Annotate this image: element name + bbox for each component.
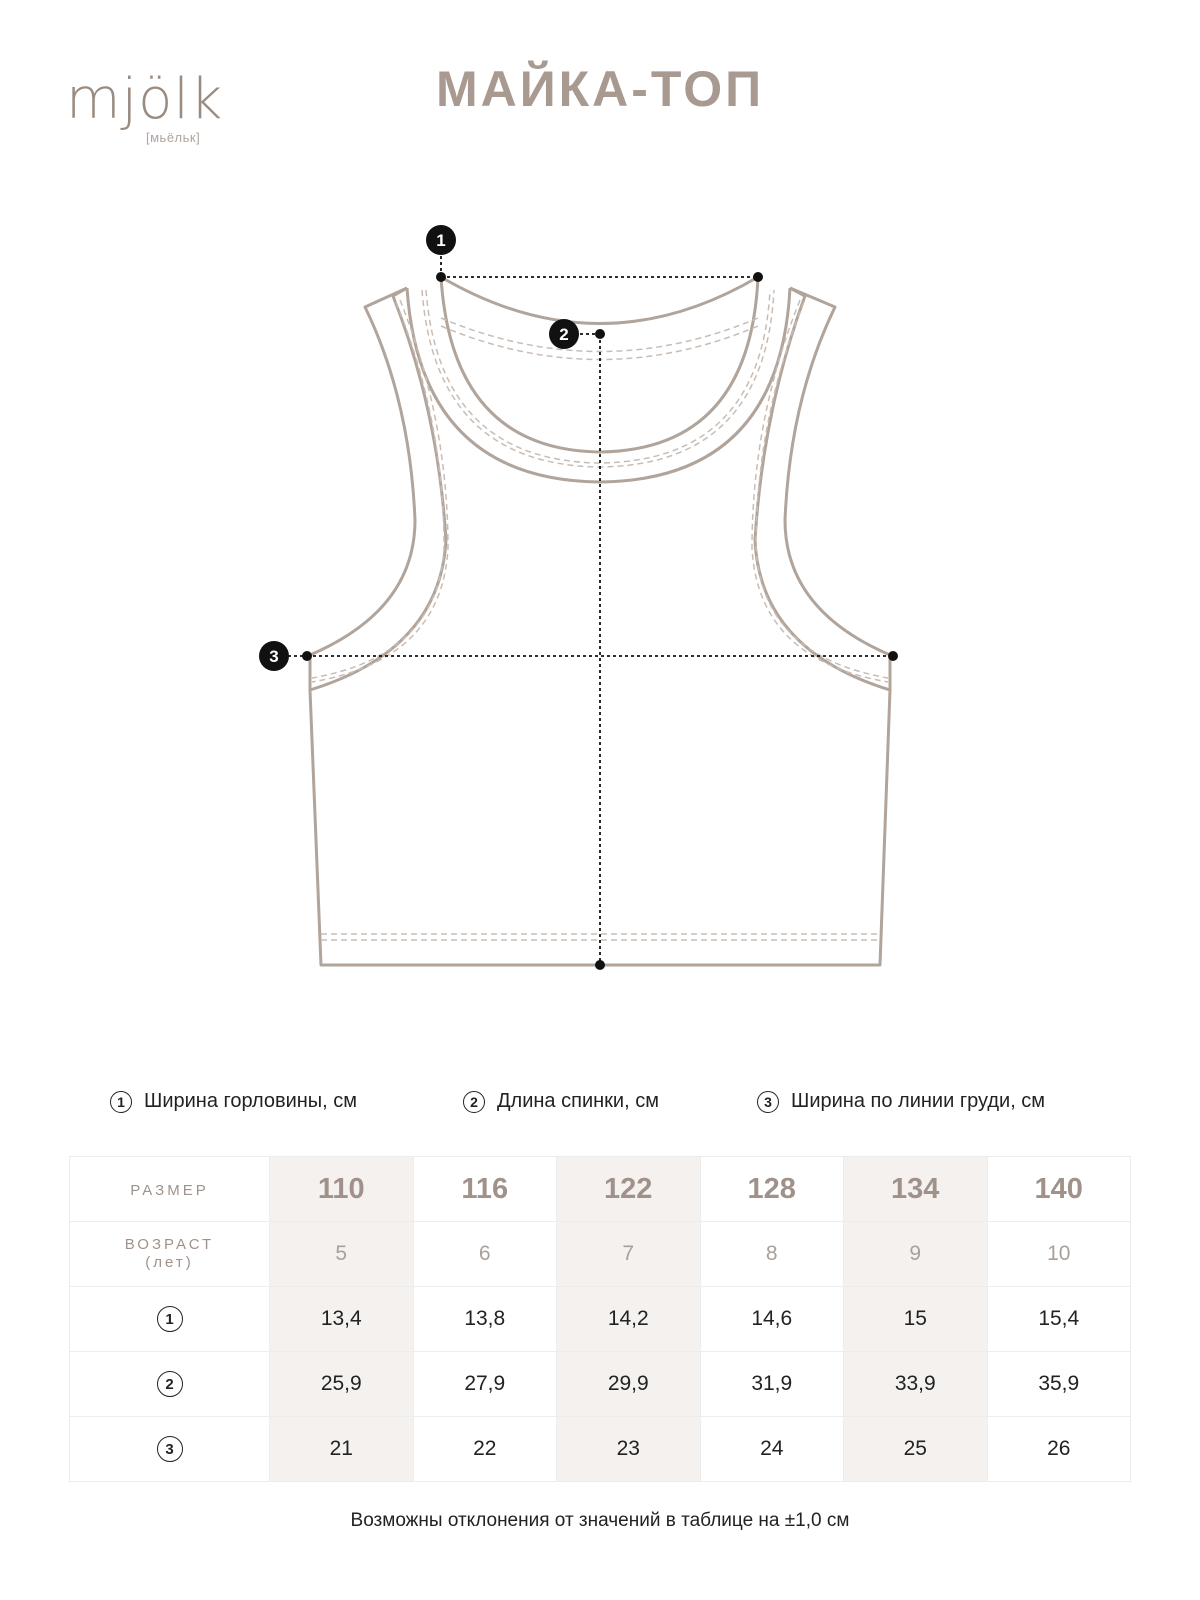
- legend-item-chest-width: [757, 1090, 1045, 1113]
- measure-cell: 24: [700, 1417, 844, 1482]
- age-header-label: ВОЗРАСТ: [124, 1236, 215, 1253]
- measure-cell: 26: [987, 1417, 1131, 1482]
- size-row: [70, 1157, 1131, 1222]
- size-value: 122: [604, 1172, 653, 1205]
- marker-2-label: 2: [559, 325, 569, 344]
- measure-cell: 13,8: [413, 1287, 557, 1352]
- age-value: 10: [1047, 1242, 1071, 1265]
- age-cell: [700, 1222, 844, 1287]
- size-cell: [413, 1157, 557, 1222]
- legend-item-back-length: [463, 1090, 659, 1113]
- measure-cell: 27,9: [413, 1352, 557, 1417]
- marker-1-label: 1: [436, 231, 446, 250]
- age-row: [70, 1222, 1131, 1287]
- legend-number-2: 2: [463, 1091, 485, 1113]
- brand-transliteration: [мьёльк]: [146, 130, 201, 145]
- legend-number-1: 1: [110, 1091, 132, 1113]
- measure-cell: 14,2: [557, 1287, 701, 1352]
- age-cell: [413, 1222, 557, 1287]
- measure-row-2: [70, 1352, 1131, 1417]
- marker-2: [549, 319, 579, 349]
- measure-number: 2: [157, 1371, 183, 1397]
- measure-cell: 25: [844, 1417, 988, 1482]
- size-cell: [270, 1157, 414, 1222]
- age-value: 9: [909, 1242, 922, 1265]
- measure-row-header: [70, 1287, 270, 1352]
- age-cell: [987, 1222, 1131, 1287]
- size-value: 116: [461, 1172, 509, 1205]
- legend-label-3: Ширина по линии груди, см: [791, 1090, 1046, 1112]
- measure-row-1: [70, 1287, 1131, 1352]
- measure-row-header: [70, 1352, 270, 1417]
- measure-cell: 13,4: [270, 1287, 414, 1352]
- size-cell: [557, 1157, 701, 1222]
- measure-cell: 21: [270, 1417, 414, 1482]
- age-header: [70, 1222, 270, 1287]
- page-title: МАЙКА-ТОП: [435, 61, 765, 117]
- size-value: 128: [747, 1172, 796, 1205]
- size-header-label: РАЗМЕР: [130, 1182, 209, 1199]
- size-value: 110: [317, 1172, 365, 1205]
- measure-cell: 14,6: [700, 1287, 844, 1352]
- legend-number-3: 3: [757, 1091, 779, 1113]
- measure-cell: 31,9: [700, 1352, 844, 1417]
- legend-label-2: Длина спинки, см: [497, 1090, 659, 1112]
- size-cell: [700, 1157, 844, 1222]
- age-cell: [270, 1222, 414, 1287]
- stitch-lines: [312, 290, 888, 940]
- measure-row-3: [70, 1417, 1131, 1482]
- size-cell: [844, 1157, 988, 1222]
- measure-cell: 25,9: [270, 1352, 414, 1417]
- age-cell: [844, 1222, 988, 1287]
- measure-number: 3: [157, 1436, 183, 1462]
- legend-label-1: Ширина горловины, см: [144, 1090, 358, 1112]
- legend-item-neck-width: [110, 1090, 357, 1113]
- measure-cell: 15: [844, 1287, 988, 1352]
- measure-cell: 22: [413, 1417, 557, 1482]
- tank-top-outline: [310, 277, 890, 965]
- measure-row-header: [70, 1417, 270, 1482]
- brand-name: mjölk: [66, 67, 224, 132]
- size-value: 140: [1034, 1172, 1083, 1205]
- marker-3: [259, 641, 289, 671]
- marker-1: [426, 225, 456, 255]
- age-cell: [557, 1222, 701, 1287]
- measure-cell: 35,9: [987, 1352, 1131, 1417]
- size-cell: [987, 1157, 1131, 1222]
- measure-cell: 33,9: [844, 1352, 988, 1417]
- age-value: 8: [765, 1242, 778, 1265]
- size-table: [69, 1156, 1131, 1482]
- age-header-unit: (лет): [145, 1254, 194, 1271]
- size-value: 134: [891, 1172, 940, 1205]
- measure-cell: 29,9: [557, 1352, 701, 1417]
- age-value: 7: [622, 1242, 635, 1265]
- tolerance-footnote: Возможны отклонения от значений в таблице на ±1,0 см: [350, 1510, 850, 1531]
- measure-cell: 23: [557, 1417, 701, 1482]
- size-header: [70, 1157, 270, 1222]
- age-value: 6: [478, 1242, 491, 1265]
- age-value: 5: [335, 1242, 348, 1265]
- measurement-legend: [110, 1090, 1110, 1120]
- measure-cell: 15,4: [987, 1287, 1131, 1352]
- marker-3-label: 3: [269, 647, 279, 666]
- measure-number: 1: [157, 1306, 183, 1332]
